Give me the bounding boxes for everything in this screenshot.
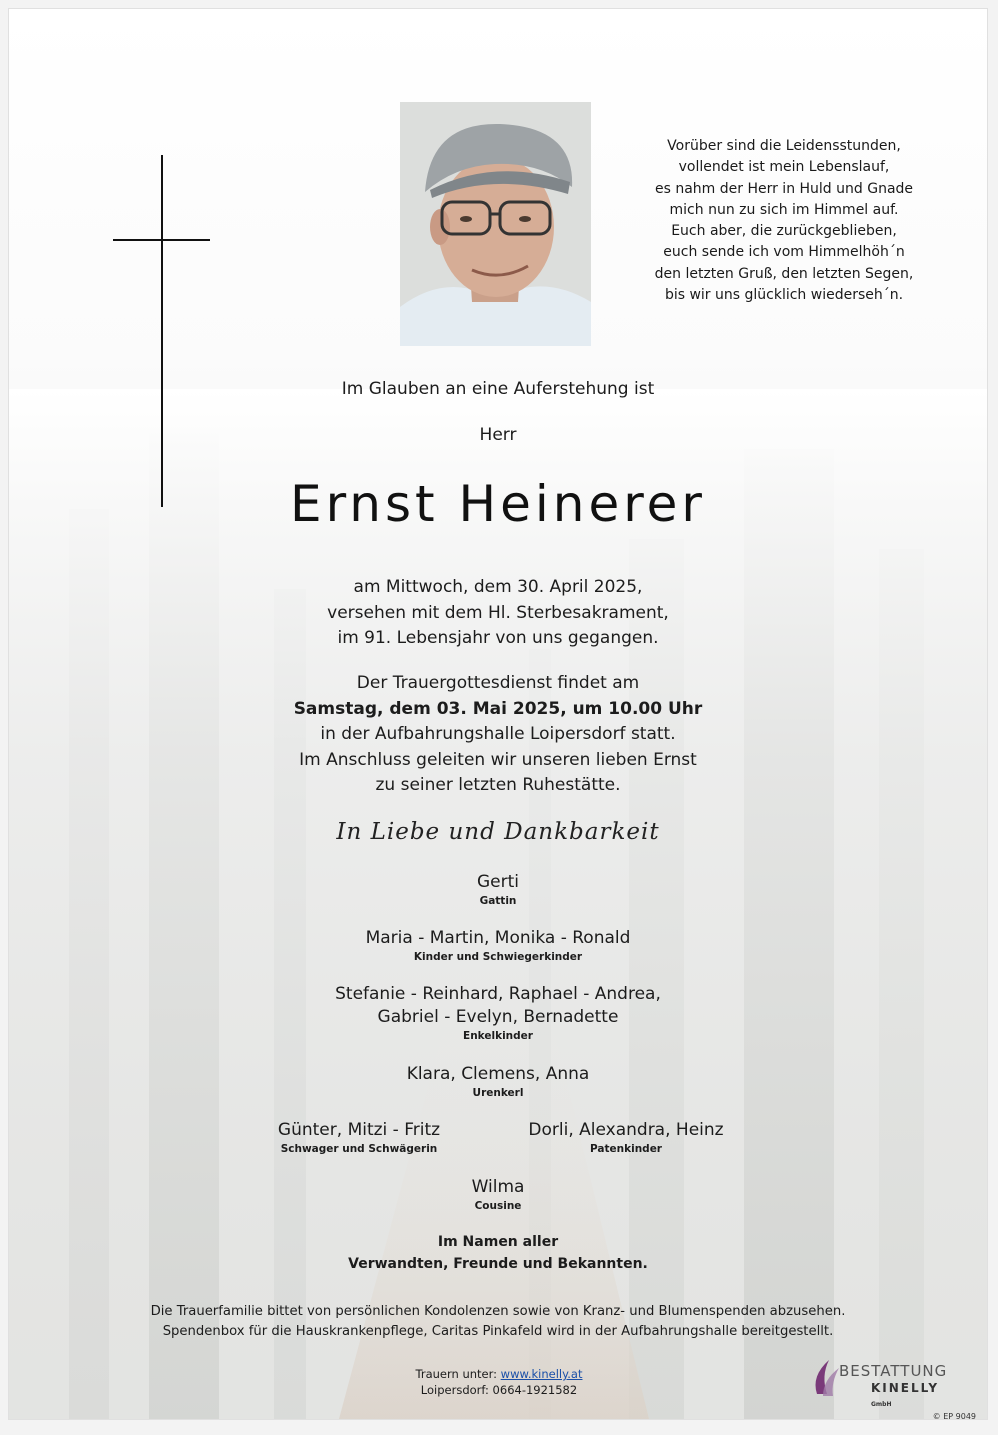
- mourner-relation: Schwager und Schwägerin: [280, 1143, 438, 1155]
- intro-text: Im Glauben an eine Auferstehung ist: [341, 379, 655, 399]
- service-line: in der Aufbahrungshalle Loipersdorf statt.: [320, 724, 676, 744]
- mourner-name: Wilma: [471, 1177, 525, 1197]
- family-in-laws: [234, 1119, 484, 1156]
- website-link[interactable]: www.kinelly.at: [500, 1367, 583, 1381]
- mourner-relation: Gattin: [479, 895, 517, 907]
- logo-name: KINELLY: [871, 1381, 940, 1395]
- service-line: zu seiner letzten Ruhestätte.: [375, 775, 621, 795]
- footer-phone: Loipersdorf: 0664-1921582: [420, 1383, 578, 1397]
- mourner-name: Maria - Martin, Monika - Ronald: [365, 928, 631, 948]
- poem-line: Vorüber sind die Leidensstunden,: [667, 138, 901, 154]
- family-cousin: [9, 1176, 987, 1213]
- thanks-heading: In Liebe und Dankbarkeit: [336, 819, 660, 845]
- cross-horizontal-bar: [113, 239, 210, 241]
- poem-line: euch sende ich vom Himmelhöh´n: [663, 244, 905, 261]
- mourner-relation: Urenkerl: [472, 1087, 524, 1099]
- poem-line: bis wir uns glücklich wiederseh´n.: [664, 287, 904, 304]
- deceased-name: Ernst Heinerer: [290, 475, 706, 533]
- portrait-illustration: [400, 102, 591, 346]
- service-date: Samstag, dem 03. Mai 2025, um 10.00 Uhr: [293, 698, 703, 719]
- closing-line: Verwandten, Freunde und Bekannten.: [348, 1256, 648, 1272]
- service-line: Der Trauergottesdienst findet am: [356, 673, 640, 693]
- donation-note: [9, 1302, 987, 1342]
- print-code: © EP 9049: [932, 1412, 976, 1421]
- poem-line: vollendet ist mein Lebenslauf,: [678, 159, 890, 176]
- death-notice: [9, 575, 987, 652]
- note-line: Die Trauerfamilie bittet von persönlichen Kondolenzen sowie von Kranz- und Blumenspenden abzusehen.: [150, 1304, 846, 1319]
- footer-contact: [339, 1366, 659, 1398]
- poem-verse: [639, 136, 929, 306]
- parte-sheet: [8, 8, 988, 1420]
- poem-line: mich nun zu sich im Himmel auf.: [669, 201, 899, 218]
- mourner-name: Klara, Clemens, Anna: [406, 1064, 590, 1084]
- logo-line1: BESTATTUNG: [839, 1362, 948, 1380]
- cross-vertical-bar: [161, 155, 163, 507]
- closing-line: Im Namen aller: [437, 1234, 559, 1250]
- logo-line2: [871, 1381, 959, 1409]
- trauern-label: Trauern unter:: [415, 1367, 498, 1381]
- poem-line: es nahm der Herr in Huld und Gnade: [654, 180, 914, 197]
- salutation: Herr: [479, 425, 517, 445]
- mourner-name: Gerti: [476, 872, 519, 892]
- poem-line: Euch aber, die zurückgeblieben,: [671, 223, 897, 240]
- bestattung-kinelly-logo: [809, 1354, 959, 1408]
- mourner-name: Gabriel - Evelyn, Bernadette: [377, 1007, 619, 1027]
- portrait-photo: [400, 102, 591, 346]
- poem-line: den letzten Gruß, den letzten Segen,: [654, 265, 914, 282]
- death-line: im 91. Lebensjahr von uns gegangen.: [337, 628, 659, 648]
- family-great-grandchildren: [9, 1063, 987, 1100]
- funeral-service-info: [9, 671, 987, 799]
- mourner-name: Günter, Mitzi - Fritz: [277, 1120, 441, 1140]
- logo-suffix: GmbH: [871, 1401, 892, 1408]
- death-line: am Mittwoch, dem 30. April 2025,: [353, 577, 643, 597]
- mourner-relation: Enkelkinder: [463, 1030, 533, 1042]
- mourner-relation: Cousine: [474, 1200, 522, 1212]
- mourner-relation: Kinder und Schwiegerkinder: [413, 951, 583, 963]
- family-children: [9, 927, 987, 964]
- mourner-name: Stefanie - Reinhard, Raphael - Andrea,: [335, 984, 661, 1004]
- footer-website-line: [339, 1366, 659, 1382]
- family-godchildren: [501, 1119, 751, 1156]
- death-line: versehen mit dem Hl. Sterbesakrament,: [327, 602, 669, 623]
- closing-signature: [9, 1231, 987, 1275]
- note-line: Spendenbox für die Hauskrankenpflege, Caritas Pinkafeld wird in der Aufbahrungshalle bereitgestellt.: [162, 1324, 834, 1339]
- service-line: Im Anschluss geleiten wir unseren lieben Ernst: [299, 749, 697, 770]
- mourner-name: Dorli, Alexandra, Heinz: [528, 1120, 724, 1140]
- family-grandchildren: [9, 983, 987, 1043]
- mourner-relation: Patenkinder: [590, 1143, 662, 1155]
- family-gerti: [9, 871, 987, 908]
